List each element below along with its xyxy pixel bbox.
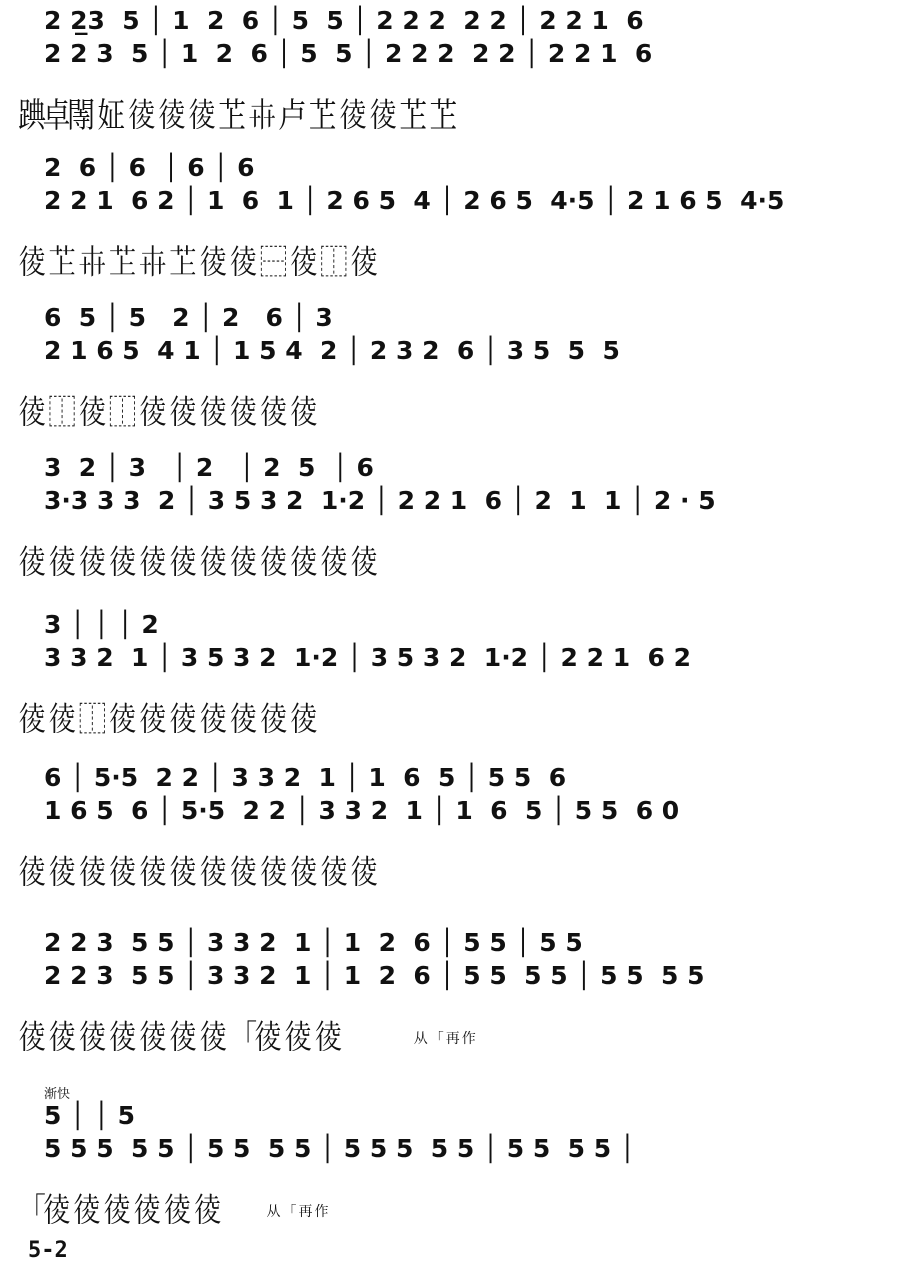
lower-notation: 1 6 5 6 │ 5·5 2 2 │ 3 3 2 1 │ 1 6 5 │ 5 5 6 0	[44, 796, 680, 825]
tablature-line	[18, 243, 453, 303]
tablature-line	[18, 1018, 478, 1078]
tablature-text: 𢔁 ⿰ 𢔁 ⿰ 𢔁 𢔁 𢔁 𢔁 𢔁 𢔁	[18, 393, 315, 433]
tablature-text: 𢔁 𢔁 𢔁 𢔁 𢔁 𢔁 𢔁 「𢔁 𢔁 𢔁	[18, 1018, 339, 1058]
tablature-line	[18, 393, 379, 453]
upper-notation: 6 │ 5·5 2 2 │ 3 3 2 1 │ 1 6 5 │ 5 5 6	[44, 763, 567, 792]
tablature-line	[18, 543, 453, 603]
tablature-line	[18, 700, 379, 760]
lower-notation: 2 1 6 5 4 1 │ 1 5 4 2 │ 2 3 2 6 │ 3 5 5 5	[44, 336, 620, 365]
lower-notation: 2 2 1 6 2 │ 1 6 1 │ 2 6 5 4 │ 2 6 5 4·5 │ 2 1 6 5 4·5	[44, 186, 785, 215]
repeat-note: 从「再作	[413, 1031, 478, 1047]
tablature-line	[18, 96, 550, 156]
tempo-mark: 渐快	[44, 1087, 71, 1102]
lower-notation: 2 2 3 5 │ 1 2 6 │ 5 5 │ 2 2 2 2 2 │ 2 2 1 6	[44, 39, 653, 68]
tablature-line	[18, 853, 453, 913]
page-number: 5-2	[28, 1238, 68, 1263]
tablature-text: 𢔁 𢔁 𢔁 𢔁 𢔁 𢔁 𢔁 𢔁 𢔁 𢔁 𢔁 𢔁	[18, 853, 375, 893]
tablature-text: 𢔁 䒙 𠦃 䒙 𠦃 䒙 𢔁 𢔁 ⿱ 𢔁 ⿰ 𢔁	[18, 243, 375, 283]
repeat-note: 从「再作	[266, 1204, 331, 1220]
tablature-text: 𢔁 𢔁 ⿰ 𢔁 𢔁 𢔁 𢔁 𢔁 𢔁 𢔁	[18, 700, 315, 740]
tablature-text: 䠄卓䦙 姃 𢔁 𢔁 𢔁 䒙 𠦃 卢 䒙 𢔁 𢔁 䒙 䒙	[18, 96, 454, 136]
tablature-text: 𢔁 𢔁 𢔁 𢔁 𢔁 𢔁 𢔁 𢔁 𢔁 𢔁 𢔁 𢔁	[18, 543, 375, 583]
upper-notation: 6 5 │ 5 2 │ 2 6 │ 3	[44, 303, 333, 332]
lower-notation: 2 2 3 5 5 │ 3 3 2 1 │ 1 2 6 │ 5 5 5 5 │ 5 5 5 5	[44, 961, 705, 990]
upper-notation: 2 2̲3 5 │ 1 2 6 │ 5 5 │ 2 2 2 2 2 │ 2 2 1 6	[44, 6, 644, 35]
tablature-text: 「𢔁 𢔁 𢔁 𢔁 𢔁 𢔁	[18, 1191, 219, 1231]
lower-notation: 3·3 3 3 2 │ 3 5 3 2 1·2 │ 2 2 1 6 │ 2 1 1 │ 2 · 5	[44, 486, 716, 515]
lower-notation: 5 5 5 5 5 │ 5 5 5 5 │ 5 5 5 5 5 │ 5 5 5 5 │	[44, 1134, 635, 1163]
upper-notation: 5 │ │ 5	[44, 1101, 136, 1130]
lower-notation: 3 3 2 1 │ 3 5 3 2 1·2 │ 3 5 3 2 1·2 │ 2 2 1 6 2	[44, 643, 692, 672]
upper-notation: 2 2 3 5 5 │ 3 3 2 1 │ 1 2 6 │ 5 5 │ 5 5	[44, 928, 583, 957]
upper-notation: 3 │ │ │ 2	[44, 610, 159, 639]
upper-notation: 3 2 │ 3 │ 2 │ 2 5 │ 6	[44, 453, 374, 482]
upper-notation: 2 6 │ 6 │ 6 │ 6	[44, 153, 255, 182]
